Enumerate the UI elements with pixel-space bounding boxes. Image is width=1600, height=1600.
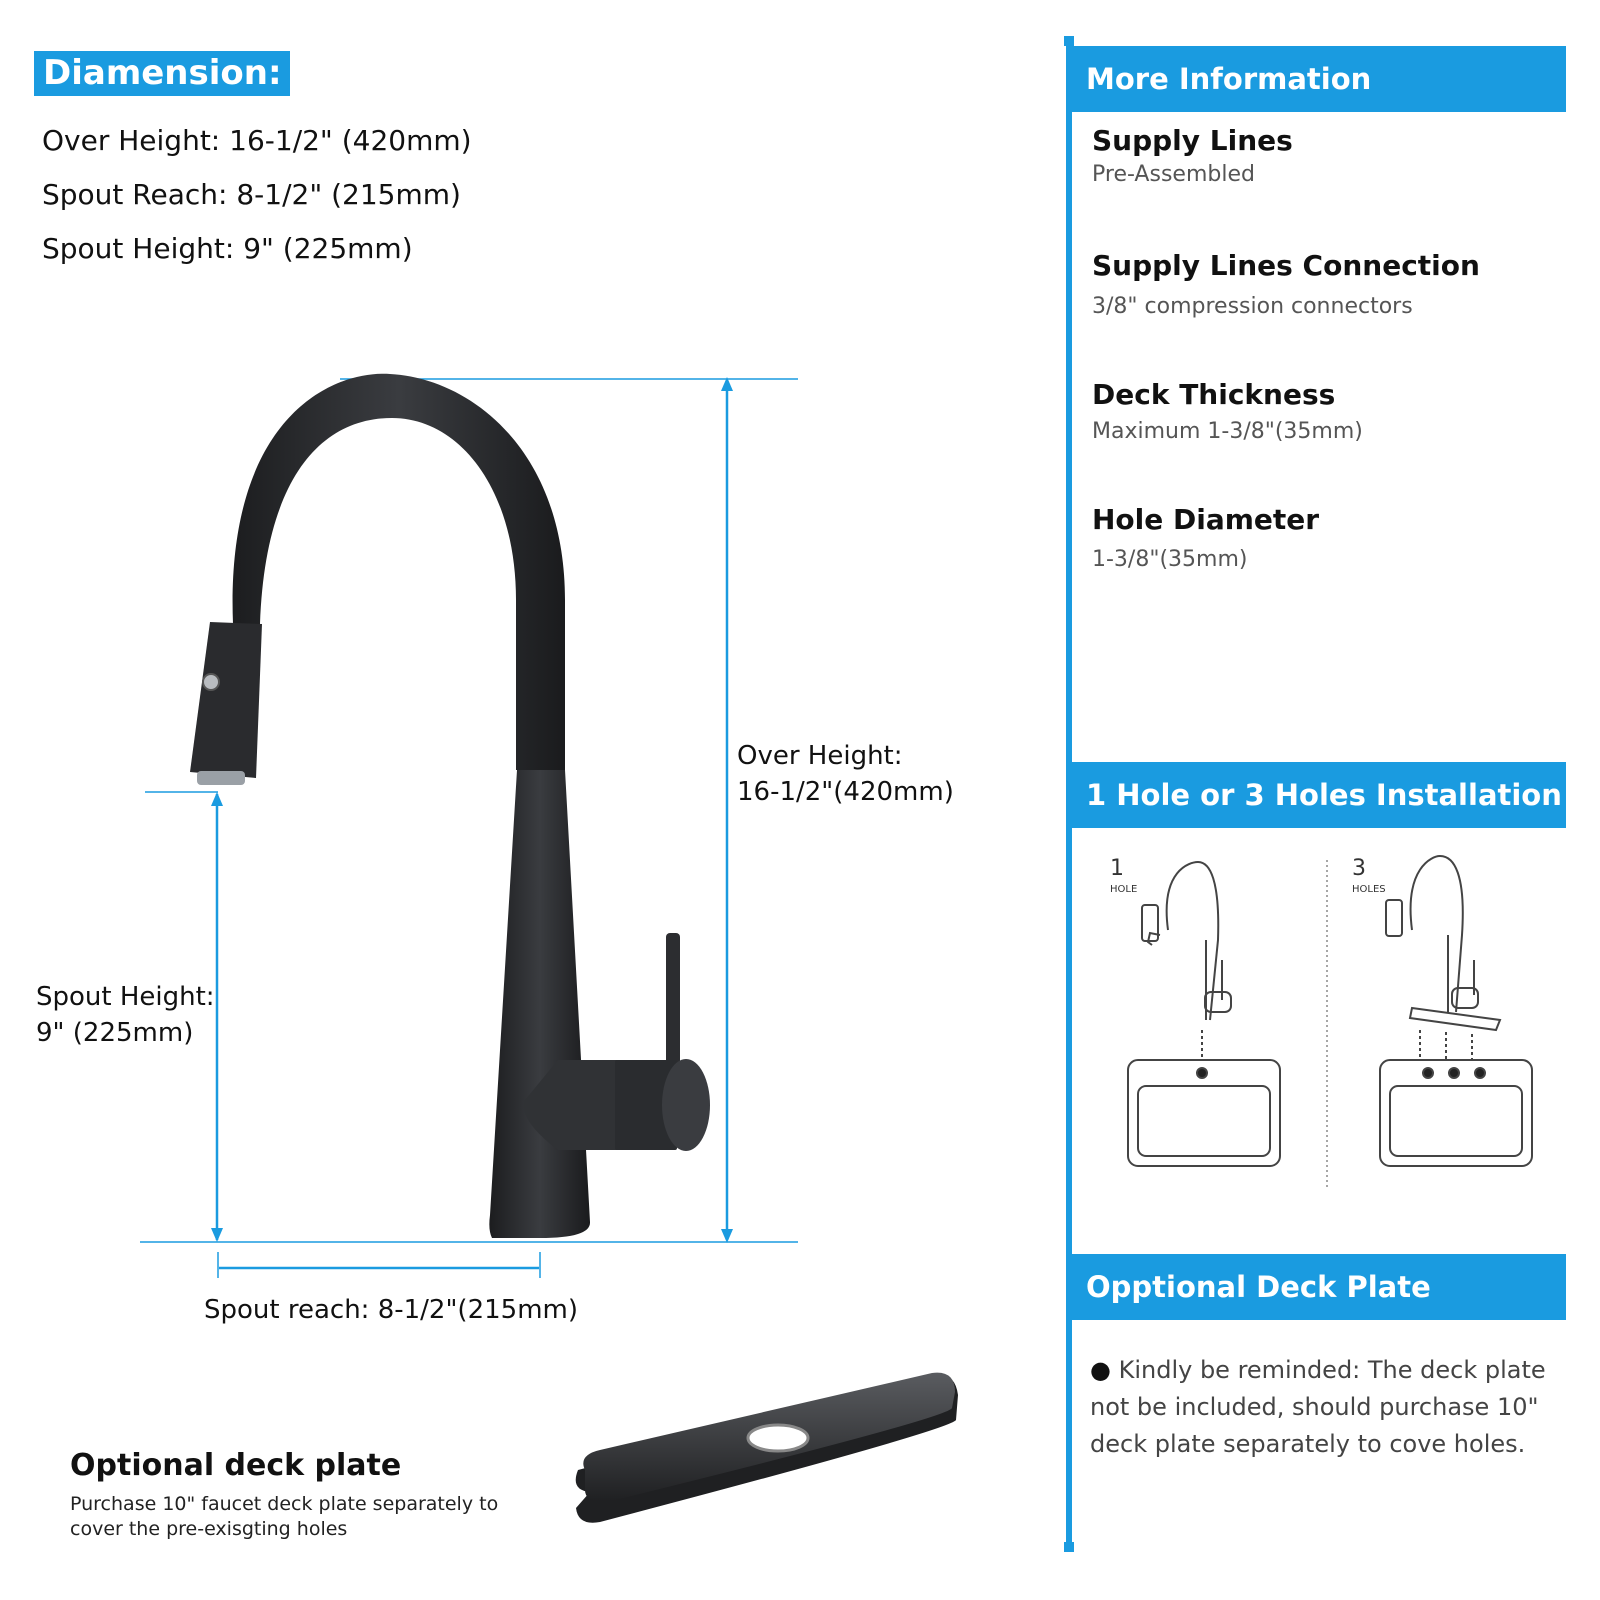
note-text: Kindly be reminded: The deck plate not be included, should purchase 10" deck plate separately to cove holes. [1090,1356,1546,1458]
spray-head [190,622,262,778]
over-height-value: 16-1/2"(420mm) [737,777,954,807]
bullet-icon: ● [1090,1356,1111,1384]
info-connection-value: 3/8" compression connectors [1092,294,1413,319]
faucet-spout [233,374,565,770]
deck-plate-subtitle: Purchase 10" faucet deck plate separately to cover the pre-exisgting holes [70,1493,499,1540]
spout-height-value: 9" (225mm) [36,1018,194,1048]
install-one-hole [1128,862,1280,1166]
dimension-tag: Diamension: [34,51,290,96]
optional-plate-note [1090,1352,1550,1463]
spout-height-label: Spout Height: [36,982,215,1012]
faucet-body [489,770,590,1238]
faucet-handle-lever [666,933,680,1078]
install-three-number: 3 [1352,856,1366,881]
spout-reach-label: Spout reach: 8-1/2"(215mm) [204,1295,578,1325]
install-three-label: HOLES [1352,884,1386,895]
install-one-label: HOLE [1110,884,1138,895]
optional-plate-header: Opptional Deck Plate [1072,1254,1566,1320]
info-deck-thickness-title: Deck Thickness [1092,378,1336,411]
spec-spout-reach: Spout Reach: 8-1/2" (215mm) [42,178,461,211]
install-three-holes [1380,856,1532,1166]
installation-header: 1 Hole or 3 Holes Installation [1072,762,1566,828]
info-hole-diameter-value: 1-3/8"(35mm) [1092,547,1248,572]
over-height-label: Over Height: [737,741,903,771]
info-supply-lines-title: Supply Lines [1092,124,1293,157]
info-hole-diameter-title: Hole Diameter [1092,503,1320,536]
spec-spout-height: Spout Height: 9" (225mm) [42,232,413,265]
info-deck-thickness-value: Maximum 1-3/8"(35mm) [1092,419,1363,444]
info-supply-lines-value: Pre-Assembled [1092,162,1255,187]
deck-plate-title: Optional deck plate [70,1448,402,1483]
install-one-number: 1 [1110,856,1124,881]
more-info-header: More Information [1072,46,1566,112]
spec-over-height: Over Height: 16-1/2" (420mm) [42,124,472,157]
info-connection-title: Supply Lines Connection [1092,249,1480,282]
deck-plate-image [576,1373,958,1523]
